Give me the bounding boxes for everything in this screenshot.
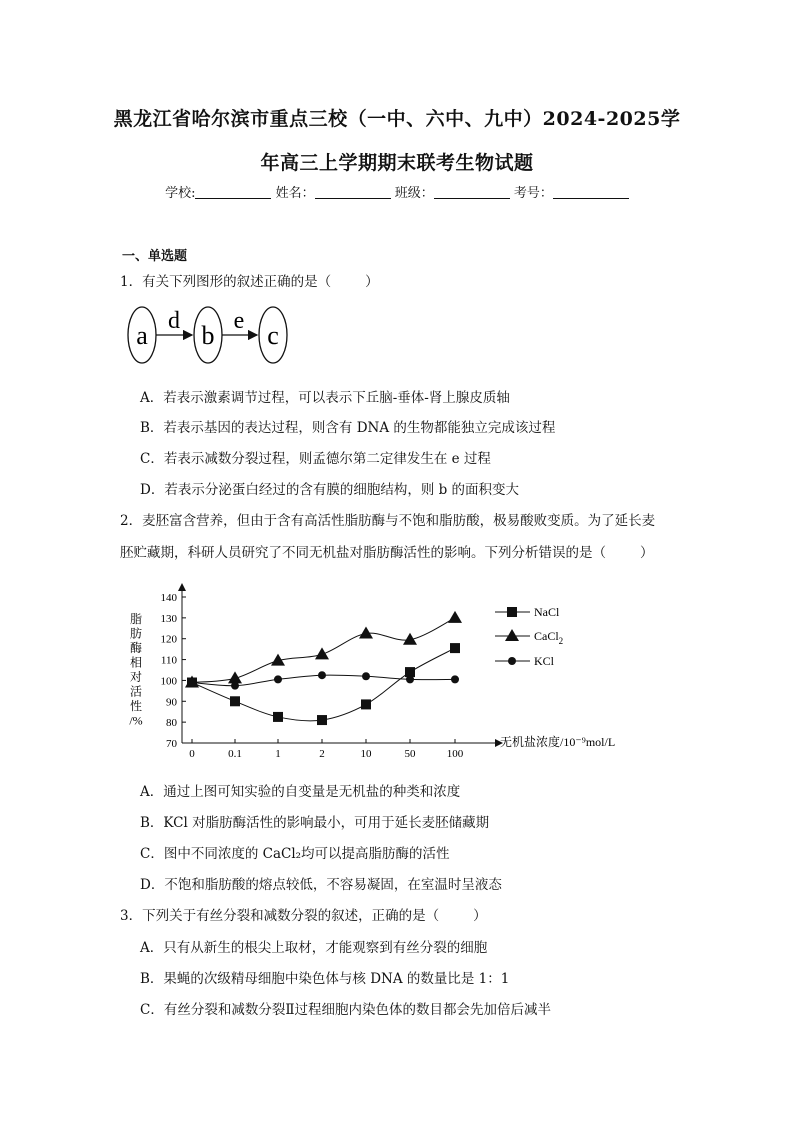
x-tick-label: 0.1 xyxy=(228,748,242,760)
question-3-stem: 3．下列关于有丝分裂和减数分裂的叙述，正确的是（ ） xyxy=(120,908,487,924)
data-point xyxy=(448,611,462,623)
y-tick-label: 100 xyxy=(160,675,177,688)
question-1-stem: 1．有关下列图形的叙述正确的是（ ） xyxy=(120,274,379,290)
data-point xyxy=(451,675,459,683)
node-c xyxy=(259,307,287,363)
legend-item-kcl xyxy=(495,654,555,668)
q1-option-a[interactable]: A．若表示激素调节过程，可以表示下丘脑-垂体-肾上腺皮质轴 xyxy=(140,390,510,406)
chart-axes xyxy=(178,583,503,747)
name-blank[interactable] xyxy=(315,186,391,199)
data-point xyxy=(274,675,282,683)
q2-option-a[interactable]: A．通过上图可知实验的自变量是无机盐的种类和浓度 xyxy=(140,784,461,800)
data-point xyxy=(406,675,414,683)
data-point xyxy=(273,712,283,722)
y-axis-arrow xyxy=(178,583,186,591)
data-point xyxy=(231,682,239,690)
arrow-d-label: d xyxy=(168,308,180,334)
q1-option-b[interactable]: B．若表示基因的表达过程，则含有 DNA 的生物都能独立完成该过程 xyxy=(140,420,556,436)
data-point xyxy=(315,647,329,659)
y-axis-label-char: 脂 xyxy=(129,612,143,626)
school-blank[interactable] xyxy=(195,186,271,199)
legend-marker xyxy=(505,629,519,641)
y-tick-label: 110 xyxy=(160,654,177,667)
question-2-stem-line2: 胚贮藏期，科研人员研究了不同无机盐对脂肪酶活性的影响。下列分析错误的是（ ） xyxy=(120,545,654,561)
q3-option-a[interactable]: A．只有从新生的根尖上取材，才能观察到有丝分裂的细胞 xyxy=(140,940,488,956)
x-tick-label: 0 xyxy=(189,748,195,760)
data-point xyxy=(361,699,371,709)
q3-option-c[interactable]: C．有丝分裂和减数分裂Ⅱ过程细胞内染色体的数目都会先加倍后减半 xyxy=(140,1002,552,1018)
exam-number-blank[interactable] xyxy=(553,186,629,199)
legend-item-cacl xyxy=(495,629,563,646)
process-diagram xyxy=(120,298,300,378)
legend-marker xyxy=(507,607,517,617)
x-tick-label: 100 xyxy=(446,748,464,760)
q1-option-d[interactable]: D．若表示分泌蛋白经过的含有膜的细胞结构，则 b 的面积变大 xyxy=(140,482,520,498)
data-point xyxy=(317,715,327,725)
y-axis-label xyxy=(129,611,142,728)
y-axis-label-char: 对 xyxy=(129,670,143,684)
exam-title-line2: 年高三上学期期末联考生物试题 xyxy=(260,152,534,174)
y-axis-label-char: 肪 xyxy=(129,626,143,641)
legend-label: NaCl xyxy=(534,605,560,619)
node-a-label: a xyxy=(136,321,148,350)
node-b xyxy=(194,307,222,363)
data-point xyxy=(228,671,242,683)
q2-option-c[interactable]: C．图中不同浓度的 CaCl₂均可以提高脂肪酶的活性 xyxy=(140,846,450,862)
data-point xyxy=(359,627,373,639)
chart-series xyxy=(185,611,462,725)
x-axis-label: 无机盐浓度/10⁻⁹mol/L xyxy=(500,735,616,749)
node-b-label: b xyxy=(201,321,215,350)
y-tick-label: 140 xyxy=(160,592,177,604)
y-tick-label: 90 xyxy=(166,696,177,709)
x-tick-label: 50 xyxy=(404,748,416,760)
section-title: 一、单选题 xyxy=(122,249,188,264)
node-a xyxy=(128,307,156,363)
arrow-e-label: e xyxy=(233,308,245,334)
x-tick-label: 1 xyxy=(275,748,281,760)
y-tick-label: 80 xyxy=(166,717,177,730)
node-c-label: c xyxy=(267,321,279,350)
y-tick-label: 120 xyxy=(160,633,177,646)
q3-option-b[interactable]: B．果蝇的次级精母细胞中染色体与核 DNA 的数量比是 1：1 xyxy=(140,971,510,987)
class-blank[interactable] xyxy=(434,186,510,199)
exam-title-line1: 黑龙江省哈尔滨市重点三校（一中、六中、九中）2024-2025学 xyxy=(113,108,681,130)
school-label: 学校: xyxy=(165,186,196,201)
data-point xyxy=(188,679,196,687)
legend-item-nacl xyxy=(495,605,560,619)
y-axis-label-char: 相 xyxy=(129,655,143,670)
legend-label: KCl xyxy=(534,654,555,668)
q1-option-c[interactable]: C．若表示减数分裂过程，则孟德尔第二定律发生在 e 过程 xyxy=(140,451,491,467)
y-tick-label: 70 xyxy=(166,738,177,750)
y-axis-label-char: /% xyxy=(129,713,143,728)
question-2-stem-line1: 2．麦胚富含营养，但由于含有高活性脂肪酶与不饱和脂肪酸，极易酸败变质。为了延长麦 xyxy=(120,513,656,529)
x-tick-label: 10 xyxy=(360,748,372,760)
lipase-activity-chart xyxy=(120,575,640,760)
y-axis-label-char: 活 xyxy=(129,684,143,699)
x-tick-labels xyxy=(189,739,464,760)
y-axis-label-char: 性 xyxy=(129,699,143,713)
q2-option-b[interactable]: B．KCl 对脂肪酶活性的影响最小，可用于延长麦胚储藏期 xyxy=(140,815,490,831)
y-axis-label-char: 酶 xyxy=(129,641,143,655)
data-point xyxy=(450,643,460,653)
y-tick-label: 130 xyxy=(160,612,177,625)
chart-legend xyxy=(495,605,563,668)
data-point xyxy=(230,696,240,706)
class-label: 班级： xyxy=(394,186,434,201)
legend-marker xyxy=(508,657,516,665)
x-tick-label: 2 xyxy=(319,748,325,760)
series-kcl xyxy=(188,671,459,689)
data-point xyxy=(318,671,326,679)
name-label: 姓名： xyxy=(275,186,315,201)
q2-option-d[interactable]: D．不饱和脂肪酸的熔点较低，不容易凝固，在室温时呈液态 xyxy=(140,877,502,893)
data-point xyxy=(362,672,370,680)
exam-number-label: 考号： xyxy=(513,186,553,201)
student-info-row xyxy=(0,182,794,201)
legend-label: CaCl$_2$ xyxy=(534,629,564,646)
